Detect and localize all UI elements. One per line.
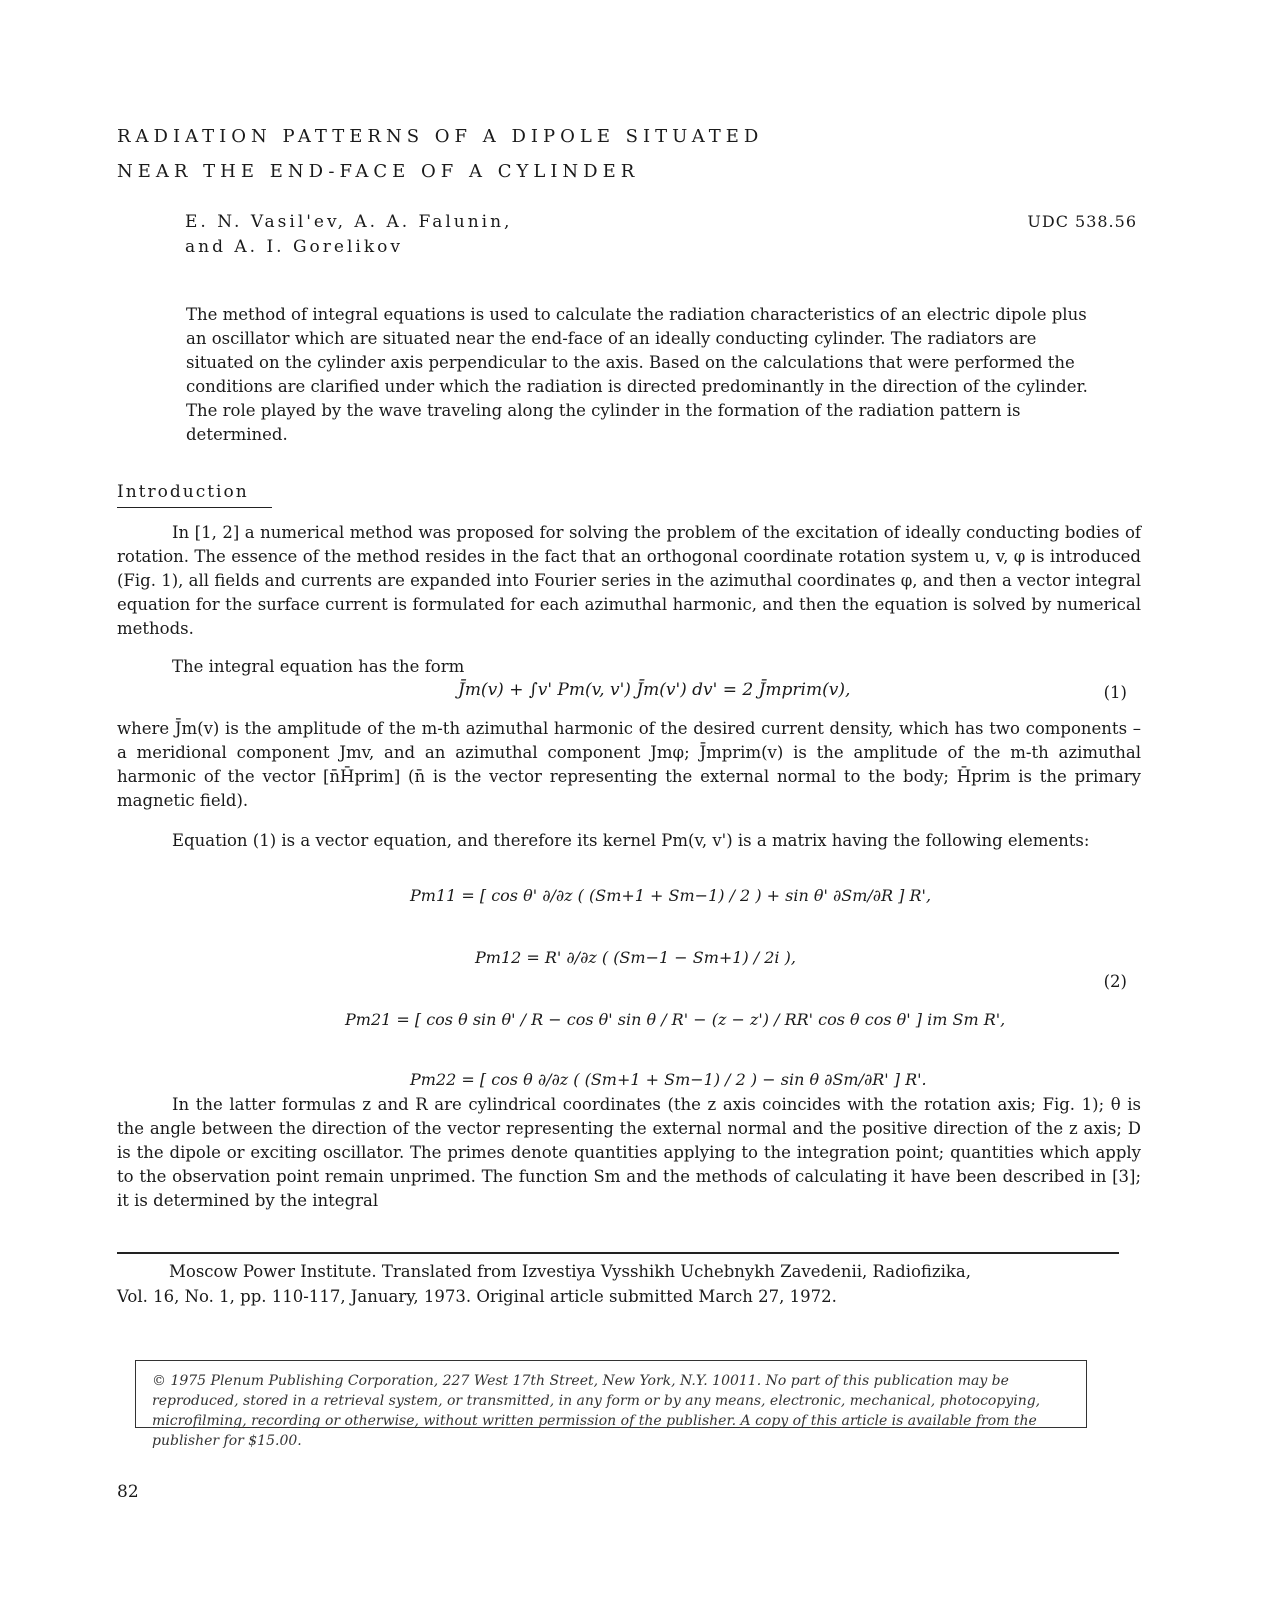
title-line-1: RADIATION PATTERNS OF A DIPOLE SITUATED (117, 126, 764, 147)
abstract (186, 303, 1091, 447)
section-heading: Introduction (117, 482, 249, 502)
paragraph-5-text: In the latter formulas z and R are cylindrical coordinates (the z axis coincides with the rotation axis; Fig. 1); θ is the angle between the direction of the vector representing the external normal and the positive direction of the z axis; D is the dipole or exciting oscillator. The primes denote quantities applying to the integration point; quantities which apply to the observation point remain unprimed. The function Sm and the methods of calculating it have been described in [3]; it is determined by the integral (117, 1095, 1141, 1210)
paragraph-2 (117, 655, 1141, 679)
heading-underline (117, 507, 272, 508)
equation-1: J̄m(v) + ∫v' Pm(v, v') J̄m(v') dv' = 2 J̄mprim(v), (458, 680, 851, 700)
paragraph-5 (117, 1093, 1141, 1213)
paragraph-3-text: where J̄m(v) is the amplitude of the m-th azimuthal harmonic of the desired current density, which has two components – a meridional component Jmv, and an azimuthal component Jmφ; J̄mprim(v) is the amplitude of the m-th azimuthal harmonic of the vector [n̄H̄prim] (n̄ is the vector representing the external normal to the body; H̄prim is the primary magnetic field). (117, 719, 1141, 810)
udc-code: UDC 538.56 (1027, 212, 1137, 231)
authors-line-1: E. N. Vasil'ev, A. A. Falunin, (185, 212, 513, 232)
paragraph-1 (117, 521, 1141, 641)
paragraph-4-text: Equation (1) is a vector equation, and therefore its kernel Pm(v, v') is a matrix having the following elements: (172, 831, 1090, 850)
paragraph-1-text: In [1, 2] a numerical method was proposed for solving the problem of the excitation of ideally conducting bodies of rotation. The essence of the method resides in the fact that an orthogonal coordinate rotation system u, v, φ is introduced (Fig. 1), all fields and currents are expanded into Fourier series in the azimuthal coordinates φ, and then a vector integral equation for the surface current is formulated for each azimuthal harmonic, and then the equation is solved by numerical methods. (117, 523, 1141, 638)
copyright-box (135, 1360, 1087, 1449)
authors-line-2: and A. I. Gorelikov (185, 237, 403, 257)
authors (185, 210, 512, 260)
footnote-line-2: Vol. 16, No. 1, pp. 110-117, January, 1973. Original article submitted March 27, 1972. (117, 1287, 837, 1306)
abstract-text: The method of integral equations is used to calculate the radiation characteristics of an electric dipole plus an oscillator which are situated near the end-face of an ideally conducting cylinder. The radiators are situated on the cylinder axis perpendicular to the axis. Based on the calculations that were performed the conditions are clarified under which the radiation is directed predominantly in the direction of the cylinder. The role played by the wave traveling along the cylinder in the formation of the radiation pattern is determined. (186, 305, 1088, 444)
footnote-line-1: Moscow Power Institute. Translated from Izvestiya Vysshikh Uchebnykh Zavedenii, Radiofizika, (169, 1262, 971, 1281)
equation-2-line-1: Pm11 = [ cos θ' ∂/∂z ( (Sm+1 + Sm−1) / 2 ) + sin θ' ∂Sm/∂R ] R', (410, 886, 932, 905)
footnote-rule (117, 1252, 1119, 1254)
equation-2-line-3: Pm21 = [ cos θ sin θ' / R − cos θ' sin θ / R' − (z − z') / RR' cos θ cos θ' ] im Sm R', (345, 1010, 1006, 1029)
footnote (117, 1259, 1117, 1309)
paragraph-2-text: The integral equation has the form (172, 657, 465, 676)
paragraph-4 (117, 829, 1141, 853)
title-line-2: NEAR THE END-FACE OF A CYLINDER (117, 161, 640, 182)
paragraph-3 (117, 717, 1141, 813)
equation-1-number: (1) (1103, 683, 1127, 702)
copyright-text: © 1975 Plenum Publishing Corporation, 227 West 17th Street, New York, N.Y. 10011. No part of this publication may be reproduced, stored in a retrieval system, or transmitted, in any form or by any means, electronic, mechanical, photocopying, microfilming, recording or otherwise, without written permission of the publisher. A copy of this article is available from the publisher for $15.00. (152, 1373, 1041, 1449)
equation-2-line-4: Pm22 = [ cos θ ∂/∂z ( (Sm+1 + Sm−1) / 2 ) − sin θ ∂Sm/∂R' ] R'. (410, 1070, 927, 1089)
page-number: 82 (117, 1482, 139, 1502)
equation-2-line-2: Pm12 = R' ∂/∂z ( (Sm−1 − Sm+1) / 2i ), (475, 948, 796, 967)
equation-2-number: (2) (1103, 972, 1127, 991)
